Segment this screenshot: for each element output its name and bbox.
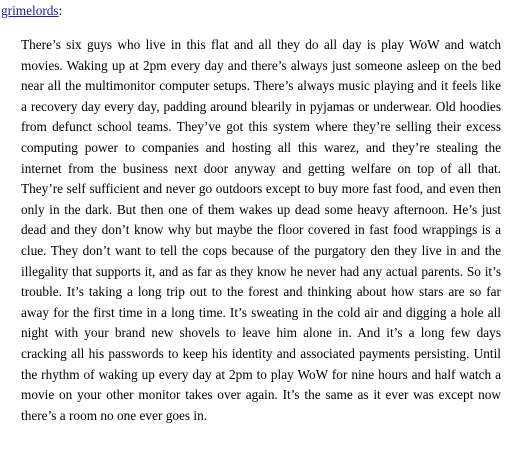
post-author-line	[1, 3, 62, 19]
post-body-text: There’s six guys who live in this flat and all they do all day is play WoW and watch movies. Waking up at 2pm every day and there’s always just someone asleep on the bed near all the multimonitor computer setups. There’s always music playing and it feels like a recovery day every day, padding around blearily in pyjamas or underwear. Old hoodies from defunct school teams. They’ve got this system where they’re selling their excess computing power to companies and hosting all this warez, and they’re stealing the internet from the business next door anyway and getting welfare on top of all that. They’re self sufficient and never go outdoors except to buy more fast food, and even then only in the dark. But then one of them wakes up dead some heavy afternoon. He’s just dead and they don’t know why but maybe the floor covered in fast food wrappings is a clue. They don’t want to tell the cops because of the purgatory den they live in and the illegality that supports it, and as far as they know he never had any actual parents. So it’s trouble. It’s taking a long trip out to the forest and thinking about how stars are so far away for the first time in a long time. It’s sweating in the cold air and digging a hole all night with your brand new shovels to leave him alone in. And it’s a long few days cracking all his passwords to keep his identity and associated payments persisting. Until the rhythm of waking up every day at 2pm to play WoW for nine hours and half watch a movie on your other monitor takes over again. It’s the same as it ever was except now there’s a room no one ever goes in.	[21, 37, 501, 423]
username-link[interactable]: grimelords	[1, 3, 59, 18]
username-colon: :	[58, 3, 63, 18]
